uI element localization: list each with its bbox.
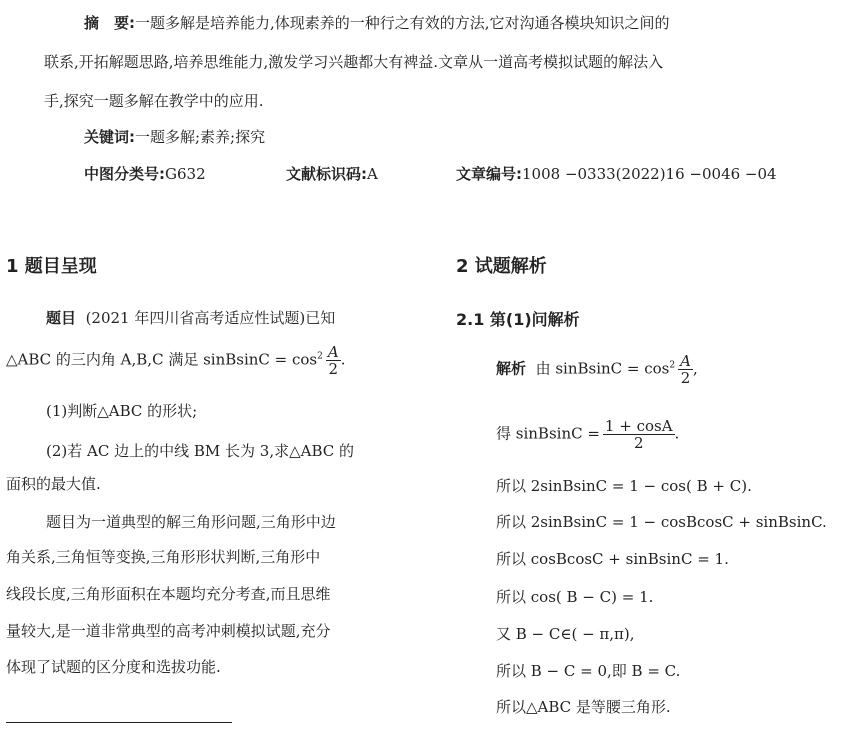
abstract-line-2: 联系,开拓解题思路,培养思维能力,激发学习兴趣都大有裨益.文章从一道高考模拟试题的解法入 <box>44 53 664 71</box>
question-2-line-2: 面积的最大值. <box>6 475 101 493</box>
paragraph-line-1: 题目为一道典型的解三角形问题,三角形中边 <box>46 513 336 531</box>
abstract-line-1 <box>84 12 670 33</box>
problem-condition: △ABC 的三内角 A,B,C 满足 sinBsinC = $\cos^2$ $\frac{A}{2}$ . <box>6 343 346 378</box>
abstract-label: 摘 要: <box>84 14 135 32</box>
abstract-line-3: 手,探究一题多解在教学中的应用. <box>44 92 264 110</box>
question-1: (1)判断△ABC 的形状; <box>46 402 198 420</box>
step-2: 所以 2sinBsinC = 1 − cosBcosC + sinBsinC. <box>496 513 827 531</box>
fraction-1-plus-cosa-over-2: $\frac{1 + \cos A}{2}$ <box>604 417 673 452</box>
paragraph-line-3: 线段长度,三角形面积在本题均充分考查,而且思维 <box>6 585 331 603</box>
keywords-label: 关键词: <box>84 128 135 146</box>
section-heading-1: 1 题目呈现 <box>6 256 97 277</box>
question-2-line-1: (2)若 AC 边上的中线 BM 长为 3,求△ABC 的 <box>46 442 355 460</box>
step-4: 所以 cos( B − C) = 1. <box>496 588 654 606</box>
section-heading-2: 2 试题解析 <box>456 256 547 277</box>
keywords-text: 一题多解;素养;探究 <box>135 128 266 146</box>
derivation-line: 得 sinBsinC = $\frac{1 + \cos A}{2}$ . <box>496 417 680 452</box>
clc-number: 中图分类号:G632 <box>84 165 206 183</box>
keywords <box>84 126 265 147</box>
footnote-rule <box>6 722 232 723</box>
paragraph-line-2: 角关系,三角恒等变换,三角形形状判断,三角形中 <box>6 548 321 566</box>
step-7: 所以△ABC 是等腰三角形. <box>496 698 671 716</box>
paragraph-line-4: 量较大,是一道非常典型的高考冲刺模拟试题,充分 <box>6 622 331 640</box>
fraction-a-over-2-solution: $\frac{A}{2}$ <box>680 352 691 387</box>
document-code: 文献标识码:A <box>286 165 378 183</box>
solution-label: 解析 <box>496 359 527 378</box>
problem-label: 题目 <box>46 309 77 327</box>
step-1: 所以 2sinBsinC = 1 − cos( B + C). <box>496 477 752 495</box>
subsection-heading: 2.1 第(1)问解析 <box>456 310 580 329</box>
step-3: 所以 cosBcosC + sinBsinC = 1. <box>496 550 729 568</box>
problem-line-1: 题目 (2021 年四川省高考适应性试题)已知 <box>46 309 336 327</box>
step-5: 又 B − C∈( − π,π), <box>496 625 635 643</box>
article-number: 文章编号:1008 −0333(2022)16 −0046 −04 <box>456 165 777 183</box>
fraction-a-over-2: $\frac{A}{2}$ <box>327 343 339 378</box>
abstract-text-1: 一题多解是培养能力,体现素养的一种行之有效的方法,它对沟通各模块知识之间的 <box>135 14 670 32</box>
step-6: 所以 B − C = 0,即 B = C. <box>496 662 681 680</box>
paragraph-line-5: 体现了试题的区分度和选拔功能. <box>6 658 221 676</box>
solution-line: 解析 由 sinBsinC = $\cos^2$ $\frac{A}{2}$ , <box>496 352 698 387</box>
